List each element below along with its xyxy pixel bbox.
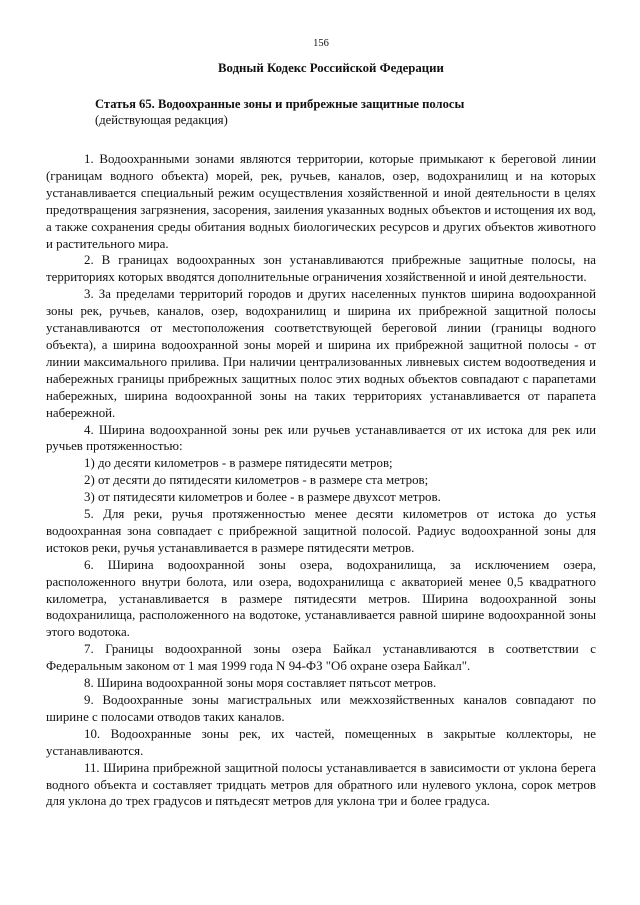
list-item-2: 2) от десяти до пятидесяти километров - в размере ста метров; [84,473,429,488]
paragraph-1: 1. Водоохранными зонами являются территории, которые примыкают к береговой линии (границам водного объекта) морей, рек, ручьев, каналов, озер, водохранилищ и на которых устанавливается специальный режим осуществления хозяйственной и иной деятельности в целях предотвращения загрязнения, засорения, заиления указанных водных объектов и истощения их вод, а также сохранения среды обитания водных биологических ресурсов и других объектов животного и растительного мира. [46,152,596,251]
list-item-3: 3) от пятидесяти километров и более - в размере двухсот метров. [84,490,441,505]
paragraph-2: 2. В границах водоохранных зон устанавливаются прибрежные защитные полосы, на территориях которых вводятся дополнительные ограничения хозяйственной и иной деятельности. [46,253,596,285]
paragraph-8: 8. Ширина водоохранной зоны моря составляет пятьсот метров. [84,676,437,691]
paragraph-11: 11. Ширина прибрежной защитной полосы устанавливается в зависимости от уклона берега водного объекта и составляет тридцать метров для обратного или нулевого уклона, сорок метров для уклона до трех градусов и пятьдесят метров для уклона три и более градуса. [46,760,596,809]
paragraph-10: 10. Водоохранные зоны рек, их частей, помещенных в закрытые коллекторы, не устанавливаются. [46,726,596,758]
paragraph-9: 9. Водоохранные зоны магистральных или межхозяйственных каналов совпадают по ширине с полосами отводов таких каналов. [46,693,596,724]
article-body [46,151,596,810]
document-title: Водный Кодекс Российской Федерации [218,61,444,75]
paragraph-4: 4. Ширина водоохранной зоны рек или ручьев устанавливается от их истока для рек или ручьев протяженностью: [46,422,596,454]
article-heading [46,96,596,128]
paragraph-7: 7. Границы водоохранной зоны озера Байкал устанавливаются в соответствии с Федеральным законом от 1 мая 1999 года N 94-ФЗ "Об охране озера Байкал". [46,642,596,674]
article-subtitle: (действующая редакция) [95,113,228,127]
paragraph-3: 3. За пределами территорий городов и других населенных пунктов ширина водоохранной зоны рек, ручьев, каналов, озер, водохранилищ и ширина их прибрежной защитной полосы устанавливаются от местоположения соответствующей береговой линии (границы водного объекта), а ширина водоохранной зоны морей и ширина их прибрежной защитной полосы - от линии максимального прилива. При наличии централизованных ливневых систем водоотведения и набережных границы прибрежных защитных полос этих водных объектов совпадают с парапетами набережных, ширина водоохранной зоны на таких территориях устанавливается от парапета набережной. [46,287,596,420]
article-title: Статья 65. Водоохранные зоны и прибрежные защитные полосы [95,97,465,111]
paragraph-6: 6. Ширина водоохранной зоны озера, водохранилища, за исключением озера, расположенного внутри болота, или озера, водохранилища с акваторией менее 0,5 квадратного километра, устанавливается в размере пятидесяти метров. Ширина водоохранной зоны водохранилища, расположенного на водотоке, устанавливается равной ширине водоохранной зоны этого водотока. [46,557,596,640]
paragraph-5: 5. Для реки, ручья протяженностью менее десяти километров от истока до устья водоохранная зона совпадает с прибрежной защитной полосой. Радиус водоохранной зоны для истоков реки, ручья устанавливается в размере пятидесяти метров. [46,507,596,555]
page-number: 156 [313,38,329,49]
list-item-1: 1) до десяти километров - в размере пятидесяти метров; [84,456,393,471]
